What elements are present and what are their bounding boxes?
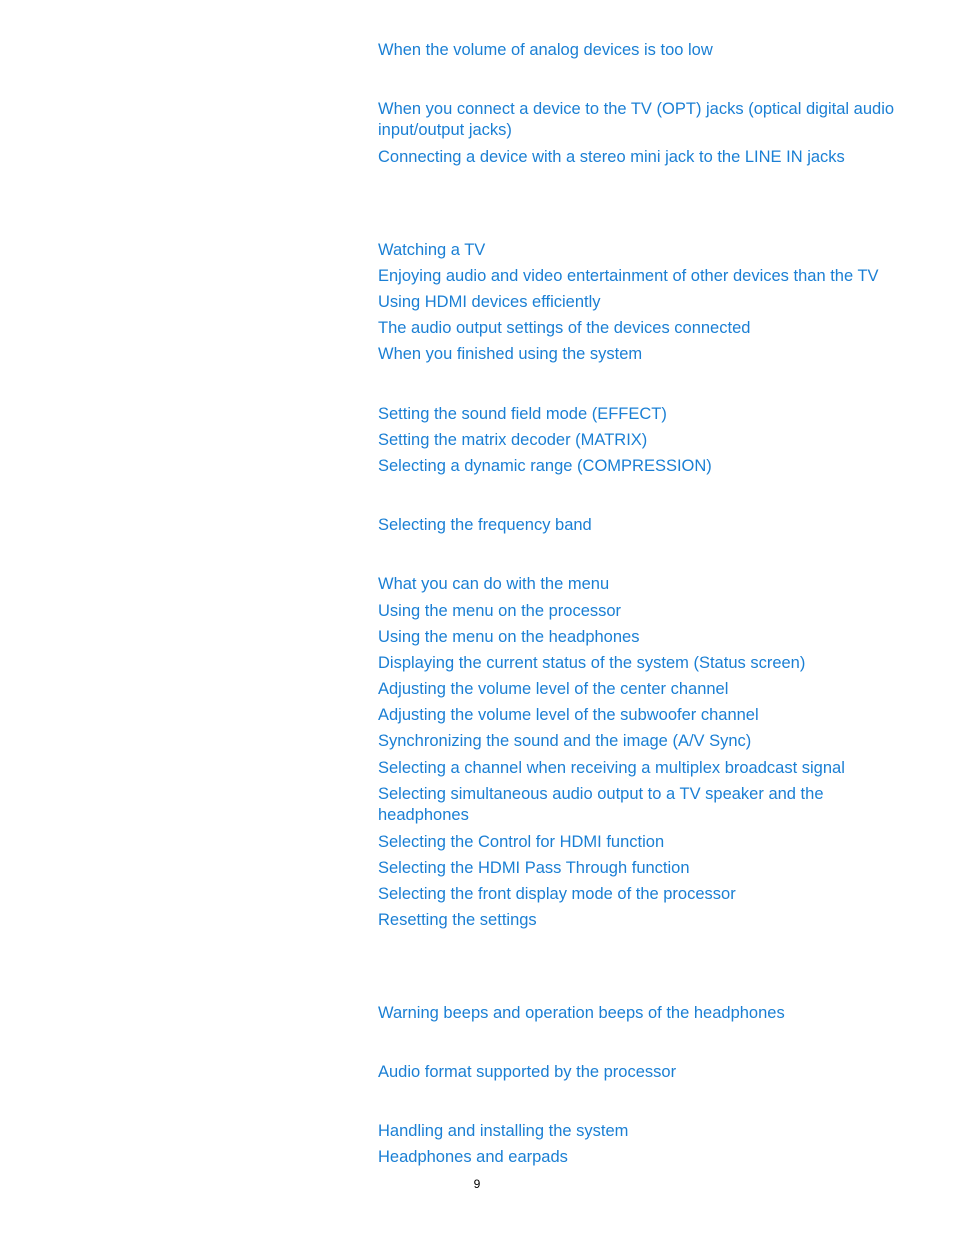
- toc-link[interactable]: Adjusting the volume level of the subwoofer channel: [378, 706, 759, 724]
- toc-link[interactable]: When you connect a device to the TV (OPT) jacks (optical digital audio input/output jacks): [378, 100, 895, 139]
- toc-link[interactable]: Using the menu on the headphones: [378, 628, 640, 646]
- toc-link[interactable]: When the volume of analog devices is too low: [378, 41, 713, 59]
- toc-link[interactable]: Selecting the frequency band: [378, 516, 592, 534]
- toc-link[interactable]: Setting the matrix decoder (MATRIX): [378, 431, 648, 449]
- toc-link[interactable]: Using HDMI devices efficiently: [378, 293, 601, 311]
- toc-link[interactable]: Displaying the current status of the system (Status screen): [378, 654, 806, 672]
- toc-link[interactable]: The audio output settings of the devices connected: [378, 319, 751, 337]
- toc-link[interactable]: Watching a TV: [378, 241, 486, 259]
- toc-link[interactable]: Adjusting the volume level of the center channel: [378, 680, 729, 698]
- toc-link[interactable]: When you finished using the system: [378, 345, 643, 363]
- toc-link[interactable]: Selecting the front display mode of the processor: [378, 885, 736, 903]
- toc-link[interactable]: Selecting a channel when receiving a multiplex broadcast signal: [378, 759, 845, 777]
- toc-link[interactable]: Synchronizing the sound and the image (A/V Sync): [378, 732, 752, 750]
- toc-link[interactable]: Enjoying audio and video entertainment of other devices than the TV: [378, 267, 879, 285]
- toc-link[interactable]: Using the menu on the processor: [378, 602, 622, 620]
- toc-link[interactable]: Connecting a device with a stereo mini jack to the LINE IN jacks: [378, 148, 845, 166]
- toc-link[interactable]: What you can do with the menu: [378, 575, 610, 593]
- toc-link[interactable]: Selecting a dynamic range (COMPRESSION): [378, 457, 712, 475]
- toc-link[interactable]: Resetting the settings: [378, 911, 537, 929]
- toc-link[interactable]: Handling and installing the system: [378, 1122, 629, 1140]
- toc-link[interactable]: Selecting the Control for HDMI function: [378, 833, 665, 851]
- page-number: 9: [473, 1177, 481, 1191]
- toc-link[interactable]: Warning beeps and operation beeps of the headphones: [378, 1004, 785, 1022]
- toc-link[interactable]: Selecting the HDMI Pass Through function: [378, 859, 690, 877]
- toc-link[interactable]: Setting the sound field mode (EFFECT): [378, 405, 667, 423]
- toc-link[interactable]: Headphones and earpads: [378, 1148, 568, 1166]
- toc-link[interactable]: Audio format supported by the processor: [378, 1063, 677, 1081]
- toc-link[interactable]: Selecting simultaneous audio output to a TV speaker and the headphones: [378, 785, 824, 824]
